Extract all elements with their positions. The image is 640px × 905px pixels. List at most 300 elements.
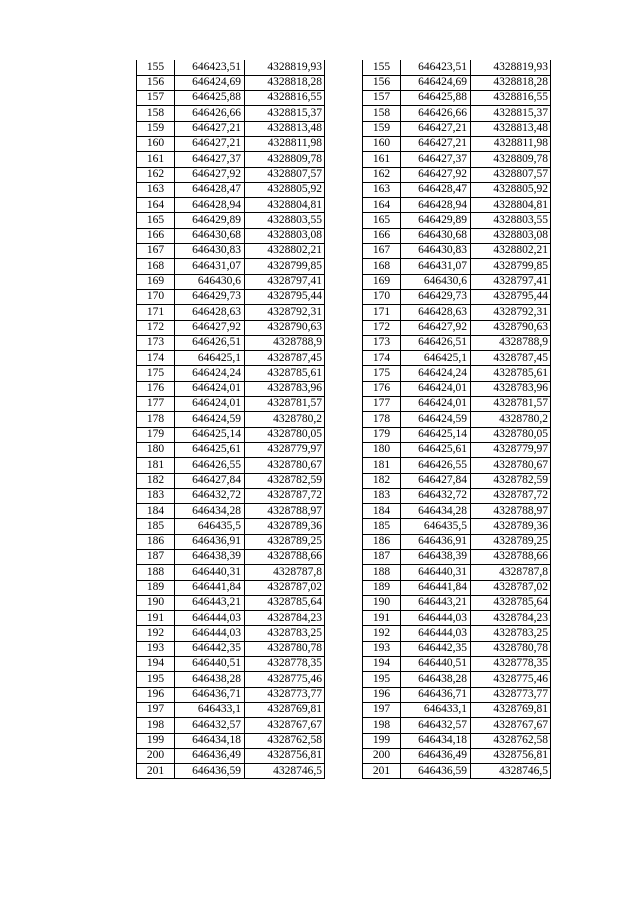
table-row [363, 60, 551, 75]
x-coordinate-cell: 646438,28 [401, 672, 471, 687]
point-number-cell: 156 [137, 75, 175, 90]
point-number-cell: 181 [363, 458, 401, 473]
y-coordinate-cell: 4328788,97 [471, 504, 551, 519]
y-coordinate-cell: 4328803,55 [245, 213, 325, 228]
point-number-cell: 177 [137, 397, 175, 412]
point-number-cell: 192 [137, 626, 175, 641]
point-number-cell: 187 [363, 550, 401, 565]
table-row [137, 366, 325, 381]
table-row [363, 473, 551, 488]
y-coordinate-cell: 4328783,25 [471, 626, 551, 641]
table-row [363, 121, 551, 136]
y-coordinate-cell: 4328785,61 [245, 366, 325, 381]
y-coordinate-cell: 4328813,48 [471, 121, 551, 136]
table-row [363, 442, 551, 457]
table-row [137, 718, 325, 733]
point-number-cell: 166 [363, 228, 401, 243]
table-row [137, 458, 325, 473]
x-coordinate-cell: 646426,66 [175, 106, 245, 121]
table-row [363, 488, 551, 503]
y-coordinate-cell: 4328767,67 [245, 718, 325, 733]
point-number-cell: 165 [137, 213, 175, 228]
y-coordinate-cell: 4328780,05 [471, 427, 551, 442]
y-coordinate-cell: 4328789,36 [471, 519, 551, 534]
y-coordinate-cell: 4328788,66 [245, 550, 325, 565]
y-coordinate-cell: 4328746,5 [471, 764, 551, 779]
y-coordinate-cell: 4328787,45 [471, 351, 551, 366]
y-coordinate-cell: 4328783,96 [245, 381, 325, 396]
x-coordinate-cell: 646429,89 [175, 213, 245, 228]
point-number-cell: 158 [363, 106, 401, 121]
y-coordinate-cell: 4328783,25 [245, 626, 325, 641]
point-number-cell: 156 [363, 75, 401, 90]
point-number-cell: 164 [137, 198, 175, 213]
x-coordinate-cell: 646426,55 [401, 458, 471, 473]
point-number-cell: 183 [363, 488, 401, 503]
table-row [137, 748, 325, 763]
y-coordinate-cell: 4328803,55 [471, 213, 551, 228]
y-coordinate-cell: 4328813,48 [245, 121, 325, 136]
x-coordinate-cell: 646424,24 [401, 366, 471, 381]
table-row [363, 106, 551, 121]
y-coordinate-cell: 4328785,61 [471, 366, 551, 381]
y-coordinate-cell: 4328773,77 [471, 687, 551, 702]
x-coordinate-cell: 646424,01 [175, 381, 245, 396]
table-row [137, 733, 325, 748]
x-coordinate-cell: 646425,61 [175, 442, 245, 457]
point-number-cell: 155 [363, 60, 401, 75]
table-row [363, 718, 551, 733]
y-coordinate-cell: 4328804,81 [245, 198, 325, 213]
y-coordinate-cell: 4328767,67 [471, 718, 551, 733]
x-coordinate-cell: 646444,03 [401, 626, 471, 641]
table-row [137, 274, 325, 289]
x-coordinate-cell: 646427,21 [175, 121, 245, 136]
y-coordinate-cell: 4328779,97 [245, 442, 325, 457]
point-number-cell: 162 [137, 167, 175, 182]
table-row [137, 611, 325, 626]
table-row [137, 427, 325, 442]
y-coordinate-cell: 4328785,64 [245, 595, 325, 610]
y-coordinate-cell: 4328773,77 [245, 687, 325, 702]
y-coordinate-cell: 4328769,81 [471, 702, 551, 717]
point-number-cell: 176 [137, 381, 175, 396]
table-row [363, 748, 551, 763]
x-coordinate-cell: 646436,91 [401, 534, 471, 549]
table-row [137, 565, 325, 580]
table-row [363, 412, 551, 427]
table-row [137, 305, 325, 320]
x-coordinate-cell: 646430,68 [401, 228, 471, 243]
point-number-cell: 198 [363, 718, 401, 733]
table-row [363, 657, 551, 672]
point-number-cell: 185 [363, 519, 401, 534]
y-coordinate-cell: 4328809,78 [471, 152, 551, 167]
x-coordinate-cell: 646436,49 [175, 748, 245, 763]
point-number-cell: 180 [363, 442, 401, 457]
table-row [137, 641, 325, 656]
point-number-cell: 200 [137, 748, 175, 763]
x-coordinate-cell: 646428,63 [175, 305, 245, 320]
y-coordinate-cell: 4328756,81 [245, 748, 325, 763]
point-number-cell: 191 [137, 611, 175, 626]
table-row [363, 595, 551, 610]
point-number-cell: 189 [137, 580, 175, 595]
y-coordinate-cell: 4328784,23 [471, 611, 551, 626]
point-number-cell: 201 [363, 764, 401, 779]
point-number-cell: 188 [363, 565, 401, 580]
y-coordinate-cell: 4328818,28 [245, 75, 325, 90]
table-row [363, 702, 551, 717]
table-row [363, 91, 551, 106]
table-row [137, 136, 325, 151]
y-coordinate-cell: 4328781,57 [245, 397, 325, 412]
y-coordinate-cell: 4328762,58 [471, 733, 551, 748]
y-coordinate-cell: 4328797,41 [471, 274, 551, 289]
y-coordinate-cell: 4328780,67 [471, 458, 551, 473]
y-coordinate-cell: 4328807,57 [471, 167, 551, 182]
x-coordinate-cell: 646430,6 [401, 274, 471, 289]
x-coordinate-cell: 646424,01 [401, 397, 471, 412]
x-coordinate-cell: 646438,28 [175, 672, 245, 687]
table-row [137, 182, 325, 197]
point-number-cell: 187 [137, 550, 175, 565]
point-number-cell: 186 [363, 534, 401, 549]
table-row [137, 764, 325, 779]
x-coordinate-cell: 646424,59 [175, 412, 245, 427]
table-row [363, 198, 551, 213]
table-row [137, 534, 325, 549]
point-number-cell: 192 [363, 626, 401, 641]
x-coordinate-cell: 646425,61 [401, 442, 471, 457]
y-coordinate-cell: 4328790,63 [245, 320, 325, 335]
x-coordinate-cell: 646432,57 [401, 718, 471, 733]
y-coordinate-cell: 4328789,25 [471, 534, 551, 549]
point-number-cell: 189 [363, 580, 401, 595]
table-row [363, 397, 551, 412]
point-number-cell: 157 [137, 91, 175, 106]
y-coordinate-cell: 4328788,66 [471, 550, 551, 565]
y-coordinate-cell: 4328805,92 [245, 182, 325, 197]
x-coordinate-cell: 646428,94 [401, 198, 471, 213]
x-coordinate-cell: 646436,71 [175, 687, 245, 702]
point-number-cell: 196 [137, 687, 175, 702]
point-number-cell: 190 [363, 595, 401, 610]
table-row [137, 213, 325, 228]
point-number-cell: 173 [137, 335, 175, 350]
point-number-cell: 196 [363, 687, 401, 702]
table-row [363, 244, 551, 259]
x-coordinate-cell: 646423,51 [175, 60, 245, 75]
x-coordinate-cell: 646424,69 [175, 75, 245, 90]
y-coordinate-cell: 4328789,25 [245, 534, 325, 549]
y-coordinate-cell: 4328778,35 [471, 657, 551, 672]
table-row [137, 60, 325, 75]
x-coordinate-cell: 646444,03 [401, 611, 471, 626]
point-number-cell: 182 [363, 473, 401, 488]
point-number-cell: 197 [363, 702, 401, 717]
table-row [363, 672, 551, 687]
y-coordinate-cell: 4328811,98 [471, 136, 551, 151]
y-coordinate-cell: 4328780,78 [245, 641, 325, 656]
point-number-cell: 194 [363, 657, 401, 672]
table-row [137, 580, 325, 595]
x-coordinate-cell: 646427,92 [401, 167, 471, 182]
table-row [137, 351, 325, 366]
x-coordinate-cell: 646426,51 [401, 335, 471, 350]
point-number-cell: 157 [363, 91, 401, 106]
x-coordinate-cell: 646427,21 [175, 136, 245, 151]
point-number-cell: 195 [363, 672, 401, 687]
table-row [363, 565, 551, 580]
x-coordinate-cell: 646430,83 [175, 244, 245, 259]
x-coordinate-cell: 646427,84 [401, 473, 471, 488]
table-row [363, 351, 551, 366]
x-coordinate-cell: 646427,21 [401, 136, 471, 151]
x-coordinate-cell: 646431,07 [175, 259, 245, 274]
table-row [363, 274, 551, 289]
point-number-cell: 177 [363, 397, 401, 412]
point-number-cell: 186 [137, 534, 175, 549]
table-row [137, 657, 325, 672]
point-number-cell: 176 [363, 381, 401, 396]
table-row [363, 152, 551, 167]
y-coordinate-cell: 4328792,31 [471, 305, 551, 320]
table-row [137, 412, 325, 427]
table-row [363, 733, 551, 748]
table-row [363, 580, 551, 595]
y-coordinate-cell: 4328787,72 [471, 488, 551, 503]
table-row [363, 611, 551, 626]
y-coordinate-cell: 4328787,45 [245, 351, 325, 366]
x-coordinate-cell: 646443,21 [401, 595, 471, 610]
table-row [363, 182, 551, 197]
table-row [137, 519, 325, 534]
table-row [363, 427, 551, 442]
x-coordinate-cell: 646434,28 [175, 504, 245, 519]
x-coordinate-cell: 646430,83 [401, 244, 471, 259]
x-coordinate-cell: 646434,28 [401, 504, 471, 519]
x-coordinate-cell: 646424,01 [175, 397, 245, 412]
point-number-cell: 172 [137, 320, 175, 335]
table-row [363, 764, 551, 779]
x-coordinate-cell: 646443,21 [175, 595, 245, 610]
table-row [137, 381, 325, 396]
x-coordinate-cell: 646424,69 [401, 75, 471, 90]
table-row [363, 381, 551, 396]
y-coordinate-cell: 4328816,55 [471, 91, 551, 106]
x-coordinate-cell: 646433,1 [401, 702, 471, 717]
table-row [137, 335, 325, 350]
y-coordinate-cell: 4328788,9 [471, 335, 551, 350]
point-number-cell: 194 [137, 657, 175, 672]
x-coordinate-cell: 646436,59 [175, 764, 245, 779]
point-number-cell: 198 [137, 718, 175, 733]
x-coordinate-cell: 646432,57 [175, 718, 245, 733]
x-coordinate-cell: 646436,49 [401, 748, 471, 763]
table-row [137, 167, 325, 182]
x-coordinate-cell: 646440,31 [175, 565, 245, 580]
y-coordinate-cell: 4328788,9 [245, 335, 325, 350]
y-coordinate-cell: 4328789,36 [245, 519, 325, 534]
y-coordinate-cell: 4328811,98 [245, 136, 325, 151]
table-row [363, 534, 551, 549]
x-coordinate-cell: 646424,01 [401, 381, 471, 396]
table-row [137, 152, 325, 167]
point-number-cell: 173 [363, 335, 401, 350]
x-coordinate-cell: 646425,14 [175, 427, 245, 442]
point-number-cell: 172 [363, 320, 401, 335]
y-coordinate-cell: 4328788,97 [245, 504, 325, 519]
point-number-cell: 178 [137, 412, 175, 427]
y-coordinate-cell: 4328762,58 [245, 733, 325, 748]
point-number-cell: 155 [137, 60, 175, 75]
point-number-cell: 164 [363, 198, 401, 213]
y-coordinate-cell: 4328779,97 [471, 442, 551, 457]
point-number-cell: 161 [137, 152, 175, 167]
table-row [137, 702, 325, 717]
x-coordinate-cell: 646426,51 [175, 335, 245, 350]
y-coordinate-cell: 4328815,37 [471, 106, 551, 121]
x-coordinate-cell: 646430,68 [175, 228, 245, 243]
x-coordinate-cell: 646434,18 [175, 733, 245, 748]
table-row [137, 244, 325, 259]
y-coordinate-cell: 4328778,35 [245, 657, 325, 672]
point-number-cell: 160 [363, 136, 401, 151]
table-row [363, 641, 551, 656]
table-row [137, 473, 325, 488]
y-coordinate-cell: 4328756,81 [471, 748, 551, 763]
point-number-cell: 179 [137, 427, 175, 442]
x-coordinate-cell: 646425,1 [401, 351, 471, 366]
table-row [137, 595, 325, 610]
x-coordinate-cell: 646427,37 [175, 152, 245, 167]
y-coordinate-cell: 4328809,78 [245, 152, 325, 167]
y-coordinate-cell: 4328797,41 [245, 274, 325, 289]
y-coordinate-cell: 4328819,93 [471, 60, 551, 75]
x-coordinate-cell: 646433,1 [175, 702, 245, 717]
y-coordinate-cell: 4328795,44 [471, 289, 551, 304]
point-number-cell: 167 [363, 244, 401, 259]
point-number-cell: 158 [137, 106, 175, 121]
point-number-cell: 170 [363, 289, 401, 304]
x-coordinate-cell: 646440,31 [401, 565, 471, 580]
table-row [363, 366, 551, 381]
x-coordinate-cell: 646436,59 [401, 764, 471, 779]
x-coordinate-cell: 646430,6 [175, 274, 245, 289]
y-coordinate-cell: 4328787,02 [471, 580, 551, 595]
y-coordinate-cell: 4328795,44 [245, 289, 325, 304]
x-coordinate-cell: 646442,35 [401, 641, 471, 656]
table-row [363, 136, 551, 151]
x-coordinate-cell: 646429,73 [175, 289, 245, 304]
point-number-cell: 171 [137, 305, 175, 320]
point-number-cell: 174 [137, 351, 175, 366]
table-row [363, 75, 551, 90]
y-coordinate-cell: 4328780,67 [245, 458, 325, 473]
point-number-cell: 180 [137, 442, 175, 457]
point-number-cell: 199 [137, 733, 175, 748]
table-row [137, 442, 325, 457]
coordinates-table-left [136, 60, 325, 779]
point-number-cell: 199 [363, 733, 401, 748]
y-coordinate-cell: 4328792,31 [245, 305, 325, 320]
point-number-cell: 195 [137, 672, 175, 687]
point-number-cell: 183 [137, 488, 175, 503]
y-coordinate-cell: 4328775,46 [471, 672, 551, 687]
x-coordinate-cell: 646427,92 [175, 167, 245, 182]
y-coordinate-cell: 4328787,8 [471, 565, 551, 580]
table-row [137, 228, 325, 243]
table-row [363, 213, 551, 228]
x-coordinate-cell: 646438,39 [175, 550, 245, 565]
y-coordinate-cell: 4328819,93 [245, 60, 325, 75]
point-number-cell: 159 [137, 121, 175, 136]
point-number-cell: 168 [363, 259, 401, 274]
y-coordinate-cell: 4328818,28 [471, 75, 551, 90]
point-number-cell: 179 [363, 427, 401, 442]
point-number-cell: 184 [363, 504, 401, 519]
x-coordinate-cell: 646434,18 [401, 733, 471, 748]
x-coordinate-cell: 646429,73 [401, 289, 471, 304]
table-row [137, 289, 325, 304]
x-coordinate-cell: 646441,84 [175, 580, 245, 595]
point-number-cell: 178 [363, 412, 401, 427]
x-coordinate-cell: 646444,03 [175, 626, 245, 641]
table-row [363, 687, 551, 702]
y-coordinate-cell: 4328787,02 [245, 580, 325, 595]
x-coordinate-cell: 646442,35 [175, 641, 245, 656]
table-row [363, 259, 551, 274]
table-row [363, 335, 551, 350]
point-number-cell: 184 [137, 504, 175, 519]
x-coordinate-cell: 646429,89 [401, 213, 471, 228]
y-coordinate-cell: 4328775,46 [245, 672, 325, 687]
x-coordinate-cell: 646436,91 [175, 534, 245, 549]
y-coordinate-cell: 4328784,23 [245, 611, 325, 626]
coordinates-table-right [362, 60, 551, 779]
table-row [363, 458, 551, 473]
point-number-cell: 165 [363, 213, 401, 228]
table-row [137, 198, 325, 213]
y-coordinate-cell: 4328780,2 [245, 412, 325, 427]
y-coordinate-cell: 4328816,55 [245, 91, 325, 106]
table-row [137, 121, 325, 136]
y-coordinate-cell: 4328785,64 [471, 595, 551, 610]
table-row [137, 91, 325, 106]
y-coordinate-cell: 4328780,2 [471, 412, 551, 427]
x-coordinate-cell: 646436,71 [401, 687, 471, 702]
table-row [137, 626, 325, 641]
x-coordinate-cell: 646444,03 [175, 611, 245, 626]
point-number-cell: 188 [137, 565, 175, 580]
x-coordinate-cell: 646427,92 [175, 320, 245, 335]
x-coordinate-cell: 646431,07 [401, 259, 471, 274]
y-coordinate-cell: 4328802,21 [245, 244, 325, 259]
y-coordinate-cell: 4328790,63 [471, 320, 551, 335]
y-coordinate-cell: 4328807,57 [245, 167, 325, 182]
point-number-cell: 166 [137, 228, 175, 243]
table-row [137, 259, 325, 274]
point-number-cell: 201 [137, 764, 175, 779]
x-coordinate-cell: 646426,66 [401, 106, 471, 121]
point-number-cell: 163 [363, 182, 401, 197]
table-row [363, 550, 551, 565]
table-row [137, 75, 325, 90]
point-number-cell: 181 [137, 458, 175, 473]
x-coordinate-cell: 646428,94 [175, 198, 245, 213]
x-coordinate-cell: 646428,47 [175, 182, 245, 197]
